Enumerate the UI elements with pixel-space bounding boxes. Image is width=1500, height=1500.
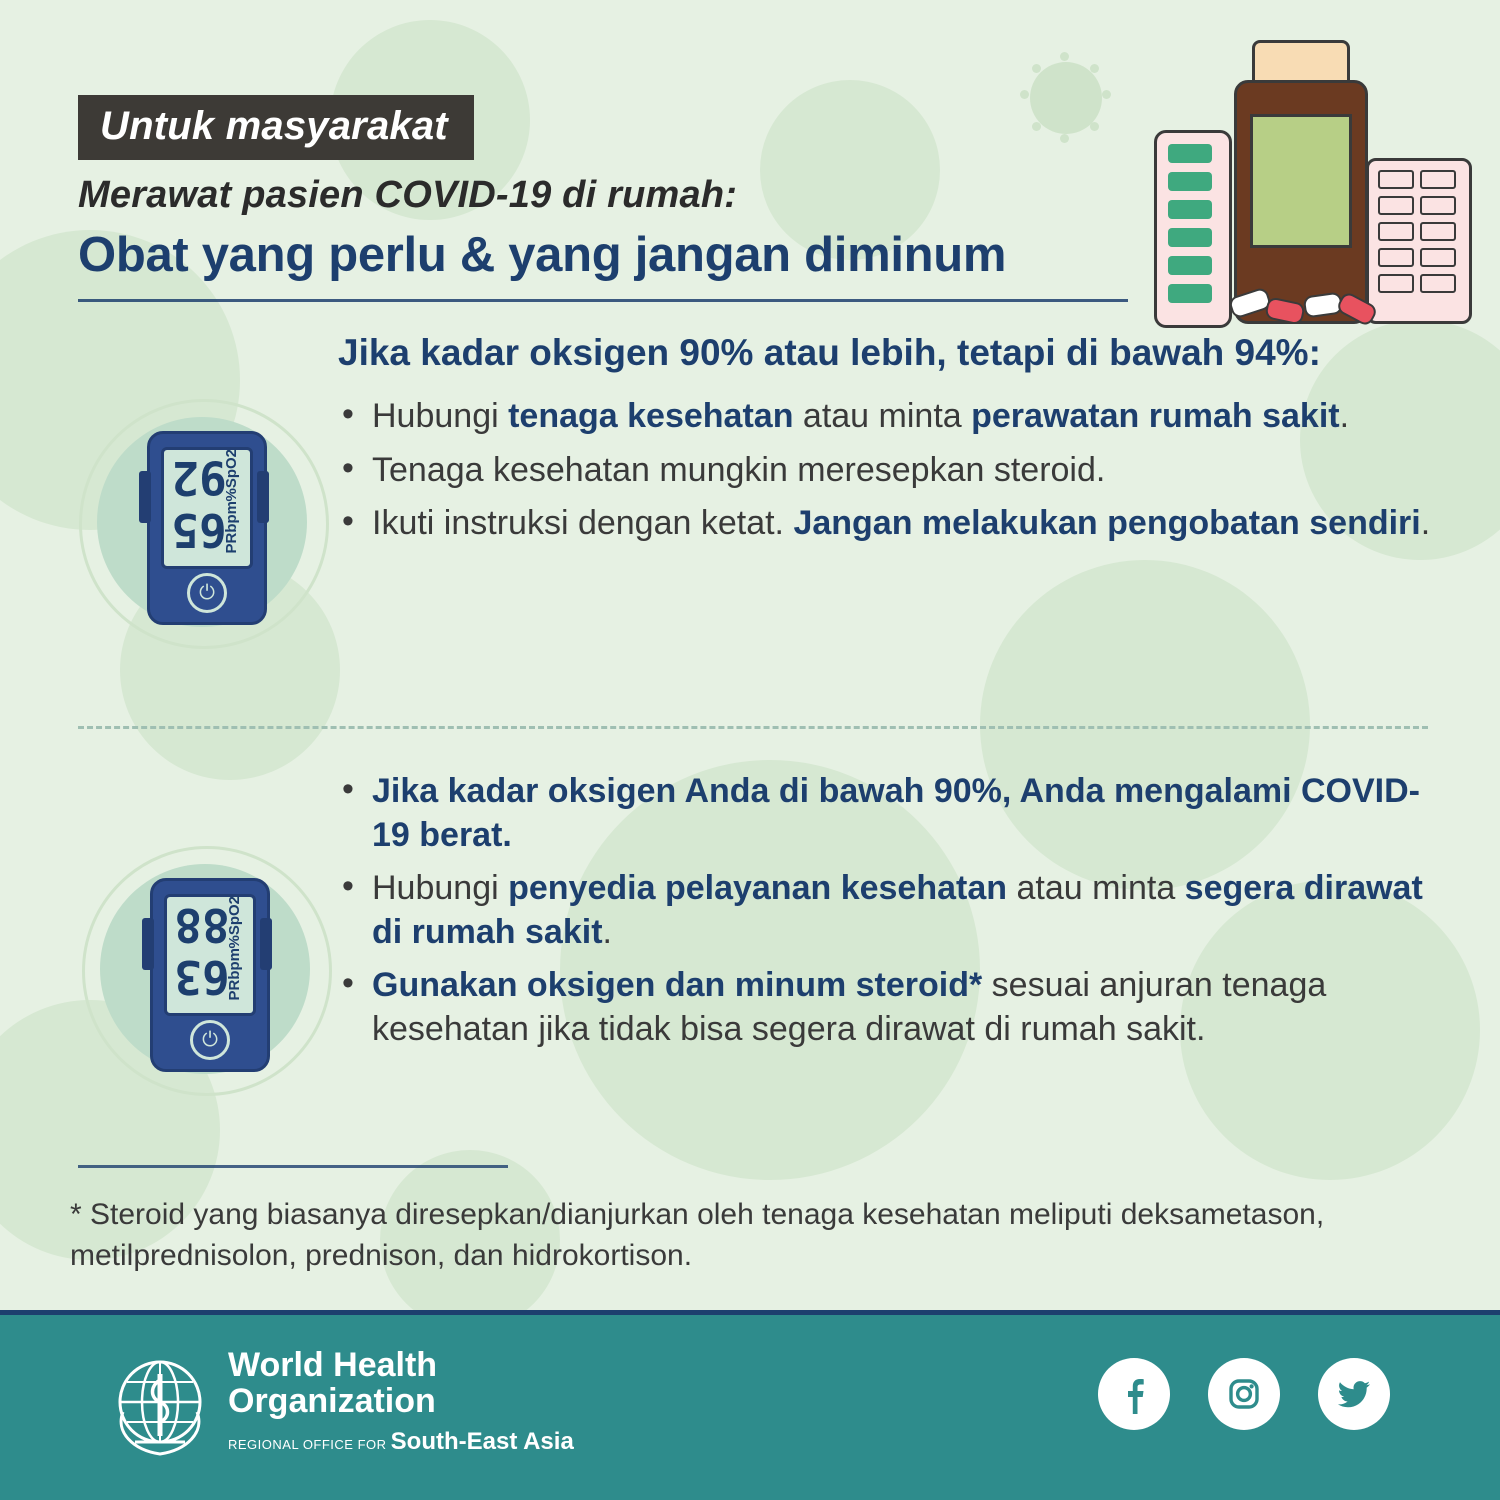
body-text: . [1339, 397, 1350, 436]
header-divider [78, 299, 1128, 302]
emphasis-text: penyedia pelayanan kesehatan [508, 869, 1008, 908]
emphasis-text: Jangan melakukan pengobatan sendiri [793, 504, 1421, 543]
body-text: atau minta [1007, 869, 1185, 908]
emphasis-text: tenaga kesehatan [508, 397, 794, 436]
oximeter-grip [139, 471, 151, 523]
pill-tablet [1420, 170, 1456, 189]
section-1-headline: Jika kadar oksigen 90% atau lebih, tetapi di bawah 94%: [338, 332, 1321, 373]
who-wordmark [228, 1348, 574, 1456]
oximeter-spo2-label: %SpO2 [226, 896, 243, 949]
office-name: South-East Asia [390, 1428, 574, 1456]
body-text: Hubungi [372, 869, 509, 908]
list-item [338, 449, 1438, 493]
who-logo-icon [105, 1350, 215, 1460]
body-text: atau minta [793, 397, 972, 436]
pill-capsule [1168, 228, 1212, 247]
body-text: . [602, 912, 612, 951]
section-1-text [338, 330, 1438, 556]
footnote-divider [78, 1165, 508, 1168]
oximeter-illustration-1 [75, 395, 335, 655]
emphasis-text: segera dirawat di rumah sakit [372, 869, 1423, 951]
list-item [338, 964, 1448, 1051]
oximeter-illustration-2 [78, 842, 338, 1102]
facebook-icon[interactable] [1098, 1358, 1170, 1430]
pill-tablet [1378, 222, 1414, 241]
list-item [338, 395, 1438, 439]
section-2-text [338, 770, 1448, 1061]
who-office-line [228, 1428, 574, 1456]
twitter-icon[interactable] [1318, 1358, 1390, 1430]
list-item [338, 502, 1438, 546]
oximeter-grip [142, 918, 154, 970]
pill-tablet [1378, 170, 1414, 189]
pill-tablet [1378, 274, 1414, 293]
body-text: Ikuti instruksi dengan ketat. [372, 504, 794, 543]
emphasis-text: * [969, 966, 983, 1005]
pill-capsule [1168, 200, 1212, 219]
body-text: . [1420, 504, 1431, 543]
oximeter-grip [257, 471, 269, 523]
pill-capsule [1168, 144, 1212, 163]
power-button-icon: ⏻ [190, 1020, 230, 1060]
pill-tablet [1420, 248, 1456, 267]
medicine-illustration [1154, 30, 1474, 320]
office-prefix: REGIONAL OFFICE FOR [228, 1437, 387, 1453]
pill-capsule [1168, 172, 1212, 191]
oximeter-pulse-value: 65 [171, 503, 227, 557]
footnote-text: * Steroid yang biasanya diresepkan/dianjurkan oleh tenaga kesehatan meliputi deksametason, metilprednisolon, prednison, dan hidrokortison. [70, 1198, 1325, 1272]
pill-tablet [1378, 196, 1414, 215]
list-item [338, 867, 1448, 954]
poster-footer [0, 1310, 1500, 1500]
pill-tablet [1378, 248, 1414, 267]
pill-tablet [1420, 274, 1456, 293]
emphasis-text: Jika kadar oksigen Anda di bawah 90%, Anda mengalami COVID-19 berat. [372, 772, 1421, 854]
section-divider [78, 726, 1428, 729]
oximeter-pulse-label: PRbpm [223, 501, 240, 554]
oximeter-grip [260, 918, 272, 970]
pill-tablet [1420, 222, 1456, 241]
pill-tablet [1420, 196, 1456, 215]
footer-top-border [0, 1310, 1500, 1315]
who-line-2: Organization [228, 1381, 436, 1420]
emphasis-text: perawatan rumah sakit [971, 397, 1340, 436]
pill-capsule [1168, 256, 1212, 275]
body-text: Hubungi [372, 397, 509, 436]
emphasis-text: Gunakan oksigen dan minum steroid [372, 966, 969, 1005]
list-item [338, 770, 1448, 857]
body-text: sesuai anjuran tenaga kesehatan jika tidak bisa segera dirawat di rumah sakit. [372, 966, 1327, 1048]
pill-capsule [1168, 284, 1212, 303]
oximeter-spo2-value: 88 [174, 898, 230, 952]
instagram-icon[interactable] [1208, 1358, 1280, 1430]
section-1-bullet-list [338, 395, 1438, 546]
page-title: Obat yang perlu & yang jangan diminum [78, 228, 1007, 282]
body-text: Tenaga kesehatan mungkin meresepkan steroid. [372, 450, 1106, 489]
oximeter-pulse-label: PRbpm [226, 948, 243, 1001]
poster-header [78, 95, 1158, 302]
audience-tag: Untuk masyarakat [78, 95, 474, 160]
oximeter-spo2-label: %SpO2 [223, 449, 240, 502]
power-button-icon: ⏻ [187, 573, 227, 613]
who-line-1: World Health [228, 1346, 438, 1384]
oximeter-spo2-value: 92 [171, 451, 227, 505]
social-links [1098, 1358, 1390, 1430]
header-subtitle: Merawat pasien COVID-19 di rumah: [78, 174, 738, 216]
bottle-label [1250, 114, 1352, 248]
section-2-bullet-list [338, 770, 1448, 1051]
oximeter-pulse-value: 63 [174, 950, 230, 1004]
